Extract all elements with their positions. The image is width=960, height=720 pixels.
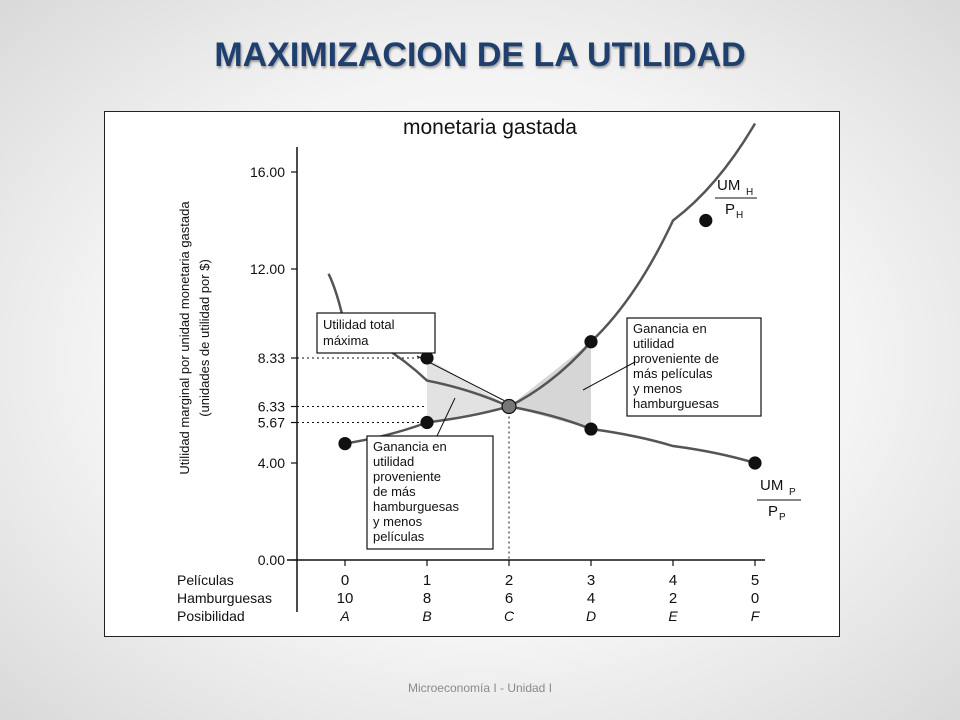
row-value: 2 — [504, 572, 514, 589]
row-value: 4 — [586, 590, 596, 607]
y-tick-label: 12.00 — [249, 261, 285, 277]
series-label-pp-sub: P — [779, 512, 786, 523]
row-value: 1 — [422, 572, 432, 589]
annotation-right-line: y menos — [633, 381, 683, 396]
row-label-0: Películas — [177, 572, 234, 588]
series-label-umh-sub: H — [746, 187, 754, 198]
row-value: 6 — [504, 590, 514, 607]
chart-figure — [104, 111, 840, 637]
y-tick-label: 4.00 — [257, 455, 285, 471]
annotation-right-line: proveniente de — [633, 351, 720, 366]
y-tick-label: 8.33 — [257, 349, 285, 366]
data-point — [749, 457, 761, 469]
row-label-1: Hamburguesas — [177, 590, 272, 606]
data-point — [585, 423, 597, 435]
y-tick-label: 5.67 — [257, 414, 285, 431]
data-point — [700, 215, 712, 227]
series-label-ump-sub: P — [789, 487, 796, 498]
series-label-pp: P — [768, 503, 779, 520]
y-axis-label-units: (unidades de utilidad por $) — [197, 259, 212, 417]
annotation-left-line: y menos — [373, 514, 423, 529]
y-tick-label: 0.00 — [257, 552, 285, 568]
annotation-left-line: Ganancia en — [373, 439, 447, 454]
slide-title: MAXIMIZACION DE LA UTILIDAD — [214, 36, 746, 74]
series-label-ump: UM — [760, 477, 784, 494]
row-value: A — [340, 608, 350, 624]
row-value: 4 — [668, 572, 678, 589]
row-label-2: Posibilidad — [177, 608, 245, 624]
annotation-left-line: películas — [373, 529, 425, 544]
y-tick-label: 16.00 — [249, 164, 285, 180]
row-value: 2 — [668, 590, 678, 607]
annotation-left-line: utilidad — [373, 454, 415, 469]
row-value: F — [750, 608, 760, 624]
row-value: 8 — [422, 590, 432, 607]
row-value: 5 — [750, 572, 760, 589]
annotation-right-line: utilidad — [633, 336, 675, 351]
annotation-left-line: proveniente — [373, 469, 441, 484]
data-point — [585, 336, 597, 348]
row-value: 10 — [336, 590, 354, 607]
row-value: C — [503, 608, 515, 624]
row-value: 3 — [586, 572, 596, 589]
y-axis-label: Utilidad marginal por unidad monetaria gastada — [177, 201, 192, 475]
series-label-ph: P — [725, 201, 736, 218]
y-tick-label: 6.33 — [257, 398, 285, 415]
row-value: D — [585, 608, 597, 624]
data-point — [502, 399, 516, 413]
data-point — [421, 417, 433, 429]
series-label-umh: UM — [717, 177, 741, 194]
row-value: 0 — [340, 572, 350, 589]
annotation-max-line: máxima — [323, 333, 369, 348]
row-value: E — [668, 608, 678, 624]
data-point — [421, 352, 433, 364]
row-value: B — [422, 608, 432, 624]
annotation-right-line: más películas — [633, 366, 713, 381]
annotation-left-line: hamburguesas — [373, 499, 459, 514]
data-point — [339, 438, 351, 450]
chart-svg — [105, 112, 840, 637]
annotation-max-line: Utilidad total — [323, 317, 395, 332]
slide-footer: Microeconomía I - Unidad I — [407, 681, 553, 695]
annotation-right-line: hamburguesas — [633, 396, 719, 411]
series-label-ph-sub: H — [736, 210, 744, 221]
annotation-left-line: de más — [373, 484, 416, 499]
row-value: 0 — [750, 590, 760, 607]
chart-title: monetaria gastada — [403, 116, 577, 139]
annotation-right-line: Ganancia en — [633, 321, 707, 336]
